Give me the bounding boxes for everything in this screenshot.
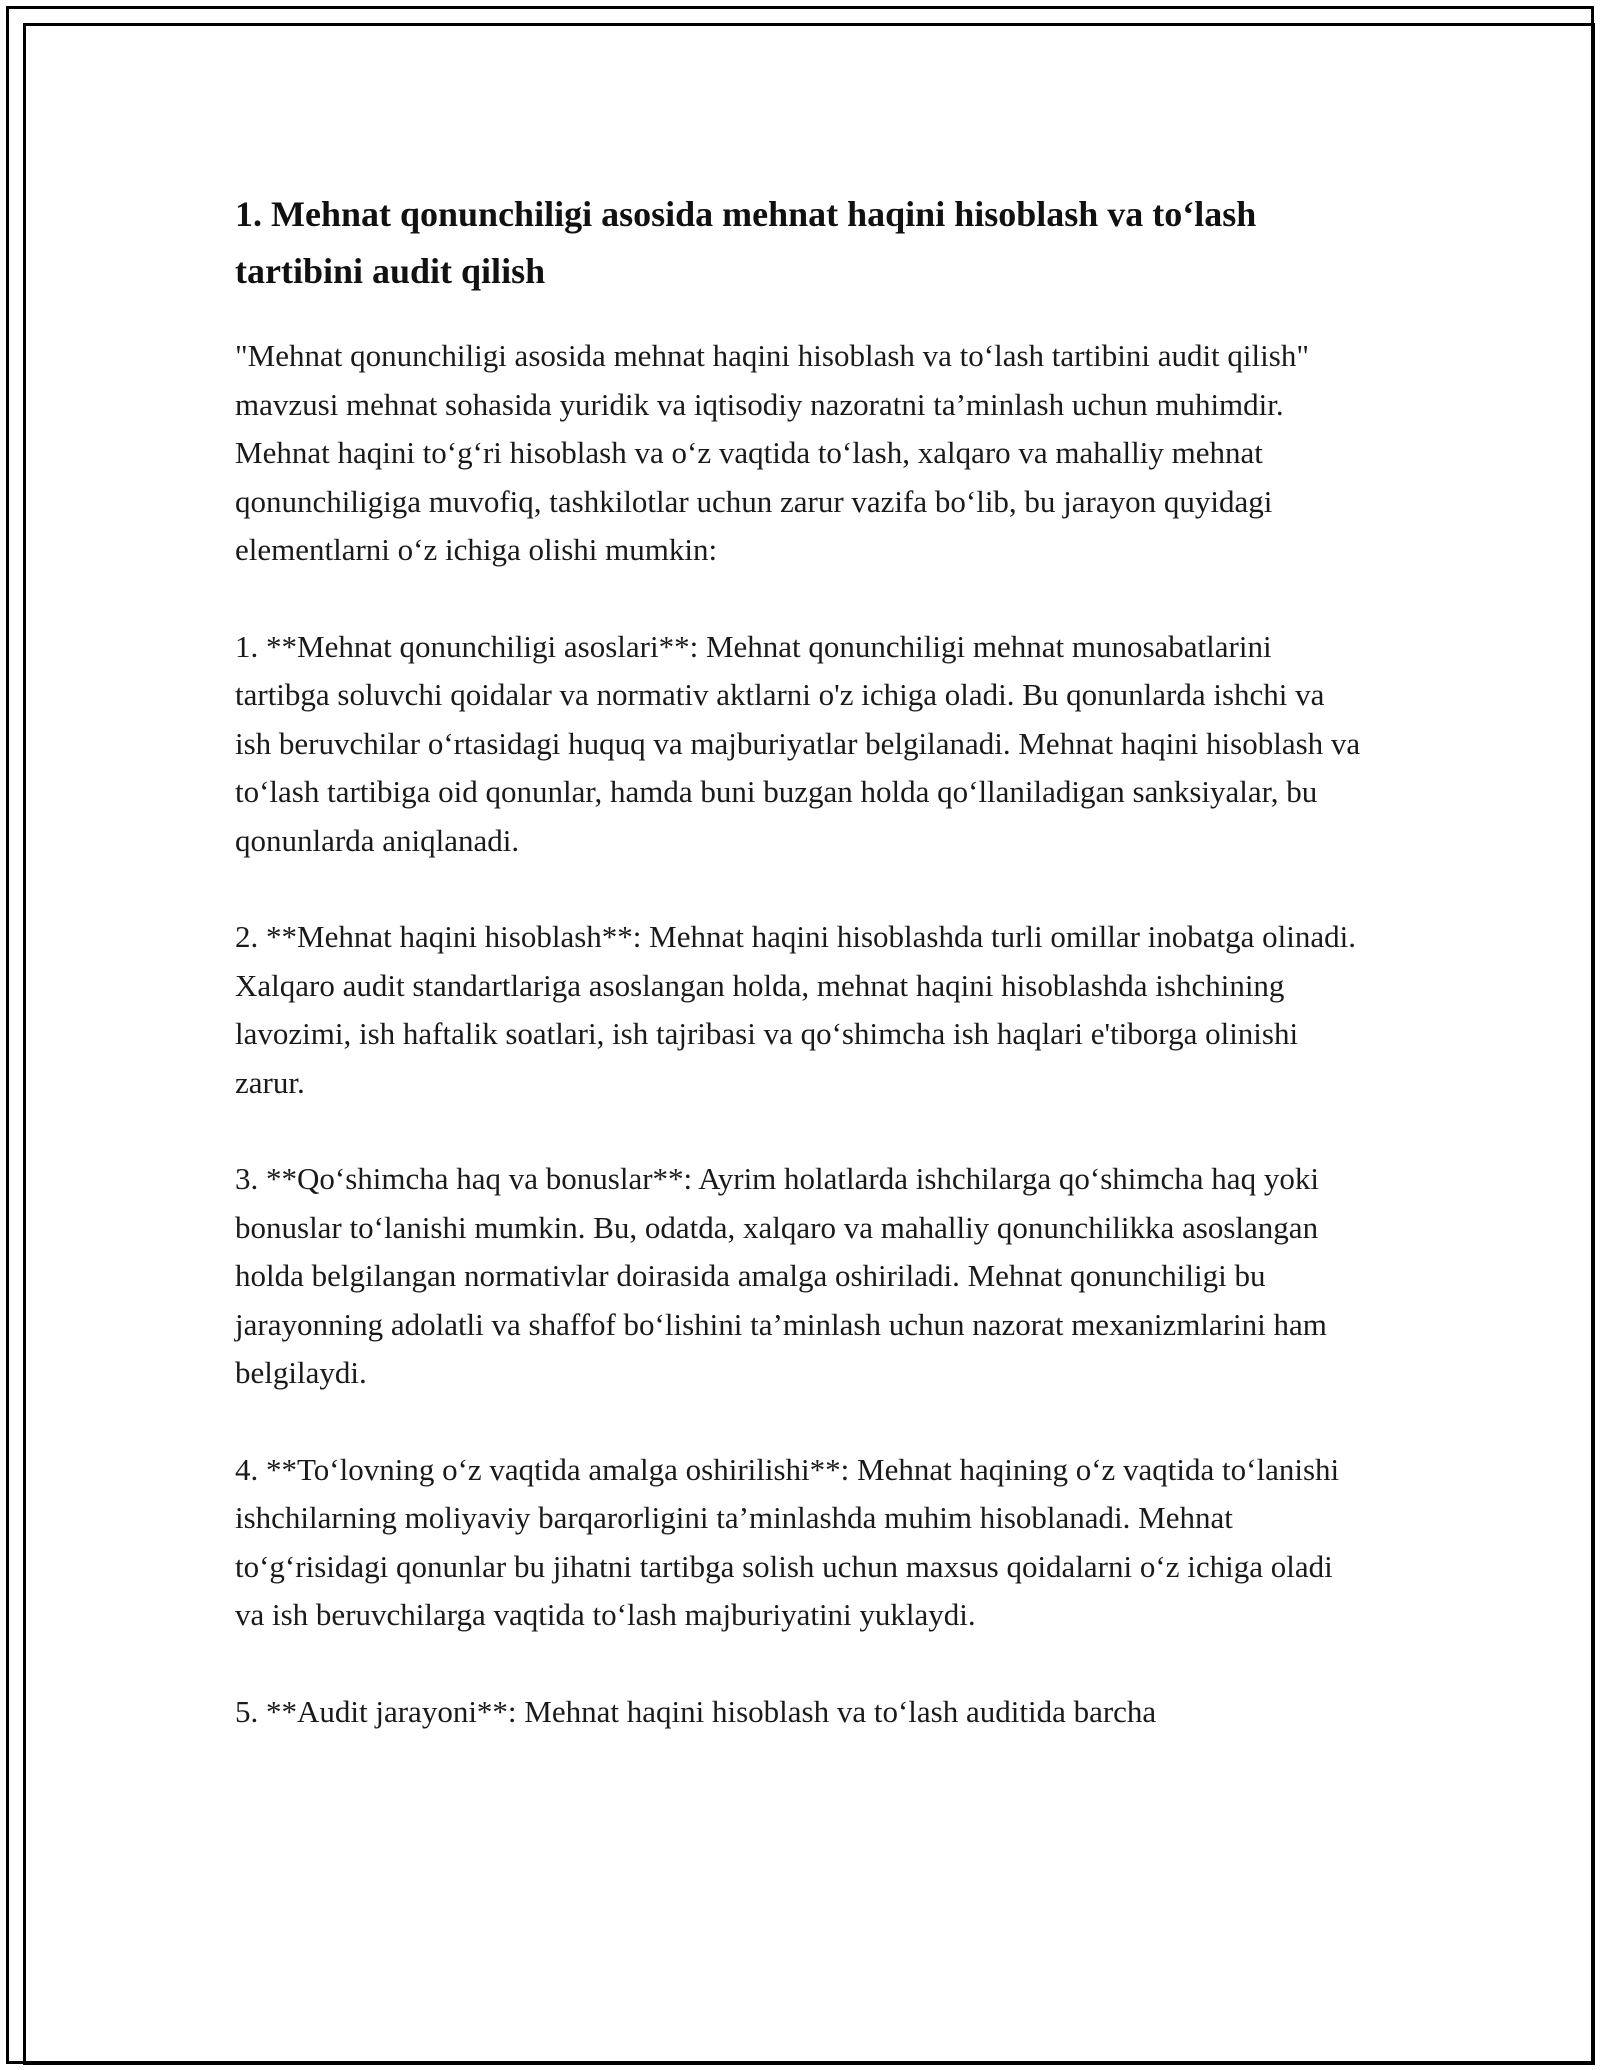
list-item-wage-calculation: 2. **Mehnat haqini hisoblash**: Mehnat haqini hisoblashda turli omillar inobatga olinadi. Xalqaro audit standartlariga asoslangan holda, mehnat haqini hisoblashda ishchining lavozimi, ish haftalik soatlari, ish tajribasi va qo‘shimcha ish haqlari e'tiborga olinishi zarur. xyxy=(235,919,1356,1100)
document-body xyxy=(235,186,1365,1784)
list-item-labor-law-basics: 1. **Mehnat qonunchiligi asoslari**: Mehnat qonunchiligi mehnat munosabatlarini tartibga soluvchi qoidalar va normativ aktlarni o'z ichiga oladi. Bu qonunlarda ishchi va ish beruvchilar o‘rtasidagi huquq va majburiyatlar belgilanadi. Mehnat haqini hisoblash va to‘lash tartibiga oid qonunlar, hamda buni buzgan holda qo‘llaniladigan sanksiyalar, bu qonunlarda aniqlanadi. xyxy=(235,628,1361,858)
list-item-audit-process: 5. **Audit jarayoni**: Mehnat haqini hisoblash va to‘lash auditida barcha xyxy=(235,1693,1157,1729)
document-heading: 1. Mehnat qonunchiligi asosida mehnat haqini hisoblash va to‘lash tartibini audit qilish xyxy=(235,194,1257,291)
list-item-bonuses: 3. **Qo‘shimcha haq va bonuslar**: Ayrim holatlarda ishchilarga qo‘shimcha haq yoki bonuslar to‘lanishi mumkin. Bu, odatda, xalqaro va mahalliy qonunchilikka asoslangan holda belgilangan normativlar doirasida amalga oshiriladi. Mehnat qonunchiligi bu jarayonning adolatli va shaffof bo‘lishini ta’minlash uchun nazorat mexanizmlarini ham belgilaydi. xyxy=(235,1161,1327,1390)
intro-paragraph: "Mehnat qonunchiligi asosida mehnat haqini hisoblash va to‘lash tartibini audit qilish" mavzusi mehnat sohasida yuridik va iqtisodiy nazoratni ta’minlash uchun muhimdir. Mehnat haqini to‘g‘ri hisoblash va o‘z vaqtida to‘lash, xalqaro va mahalliy mehnat qonunchiligiga muvofiq, tashkilotlar uchun zarur vazifa bo‘lib, bu jarayon quyidagi elementlarni o‘z ichiga olishi mumkin: xyxy=(235,338,1309,567)
list-item-timely-payment: 4. **To‘lovning o‘z vaqtida amalga oshirilishi**: Mehnat haqining o‘z vaqtida to‘lanishi ishchilarning moliyaviy barqarorligini ta’minlashda muhim hisoblanadi. Mehnat to‘g‘risidagi qonunlar bu jihatni tartibga solish uchun maxsus qoidalarni o‘z ichiga oladi va ish beruvchilarga vaqtida to‘lash majburiyatini yuklaydi. xyxy=(235,1451,1340,1632)
